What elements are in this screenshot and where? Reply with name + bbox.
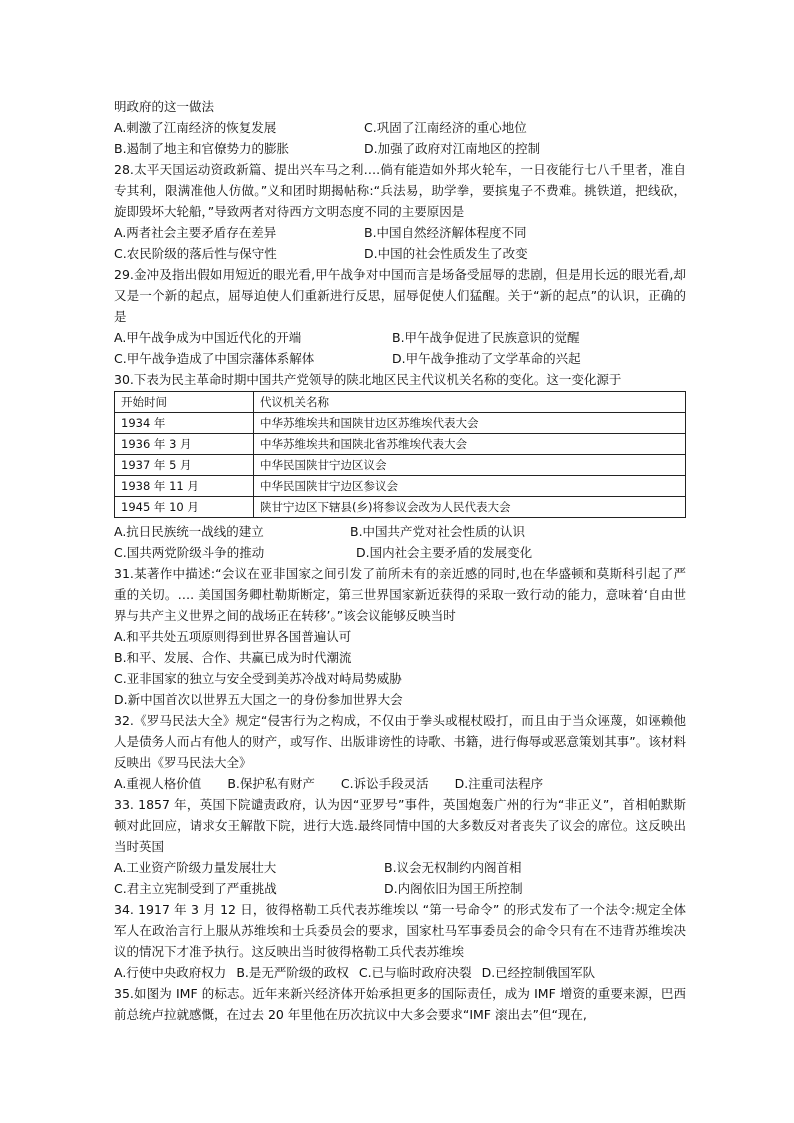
q30-option-a: A.抗日民族统一战线的建立: [114, 524, 264, 539]
table-row: [115, 497, 686, 518]
q30-stem: 30.下表为民主革命时期中国共产党领导的陕北地区民主代议机关名称的变化。这一变化源于: [114, 372, 622, 387]
q32-option-b: B.保护私有财产: [227, 776, 315, 791]
q35-stem: 35.如图为 IMF 的标志。近年来新兴经济体开始承担更多的国际责任，成为 IMF 增资的重要来源，巴西前总统卢拉就感慨，在过去 20 年里他在历次抗议中大多会要求“IMF 滚出去”但“现在,: [114, 986, 686, 1022]
q29-option-a: A.甲午战争成为中国近代化的开端: [114, 330, 302, 345]
q27-options-row-1: [114, 117, 686, 138]
q28-stem: 28.太平天国运动资政新篇、提出兴车马之利….倘有能造如外邦火轮车，一日夜能行七八千里者，准自专其利，限满准他人仿做。”义和团时期揭帖称:“兵法易，助学拳，要摈鬼子不费难。挑铁道，把线砍，旋即毁坏大轮船，”导致两者对待西方文明态度不同的主要原因是: [114, 162, 686, 219]
q28-option-c: C.农民阶级的落后性与保守性: [114, 246, 277, 261]
q30-option-c: C.国共两党阶级斗争的推动: [114, 545, 265, 560]
table-cell: 中华苏维埃共和国陕北省苏维埃代表大会: [254, 434, 686, 455]
q31-stem: 31.某著作中描述:“会议在亚非国家之间引发了前所未有的亲近感的同时,也在华盛顿和莫斯科引起了严重的关切。…. 美国国务卿杜勒斯断定，第三世界国家新近获得的采取一致行动的能力，意味着‘自由世界与共产主义世界之间的战场正在转移’。”该会议能够反映当时: [114, 566, 686, 623]
q27-stem-tail: 明政府的这一做法: [114, 99, 215, 114]
q33-option-a: A.工业资产阶级力量发展壮大: [114, 860, 277, 875]
q31-option-a: A.和平共处五项原则得到世界各国普遍认可: [114, 629, 352, 644]
table-row: [115, 455, 686, 476]
q34-options: [114, 962, 686, 983]
table-row: [115, 476, 686, 497]
q29-option-b: B.甲午战争促进了民族意识的觉醒: [392, 330, 580, 345]
q29-option-d: D.甲午战争推动了文学革命的兴起: [392, 351, 581, 366]
q34-option-a: A.行使中央政府权力: [114, 965, 227, 980]
q28-options-row-2: [114, 243, 686, 264]
q32-option-c: C.诉讼手段灵活: [340, 776, 429, 791]
q31-option-c: C.亚非国家的独立与安全受到美苏冷战对峙局势威胁: [114, 671, 402, 686]
q33-options-row-2: [114, 878, 686, 899]
table-cell: 1937 年 5 月: [115, 455, 254, 476]
q27-option-c: C.巩固了江南经济的重心地位: [364, 120, 527, 135]
table-cell: 1938 年 11 月: [115, 476, 254, 497]
table-cell: 1936 年 3 月: [115, 434, 254, 455]
q31-option-d: D.新中国首次以世界五大国之一的身份参加世界大会: [114, 692, 403, 707]
q30-options-row-1: [114, 521, 686, 542]
q30-table: [114, 391, 686, 518]
q34-option-d: D.已经控制俄国军队: [481, 965, 596, 980]
q29-stem: 29.金冲及指出假如用短近的眼光看,甲午战争对中国而言是场备受屈辱的悲剧，但是用长远的眼光看,却又是一个新的起点，屈辱迫使人们重新进行反思，屈辱促使人们猛醒。关于“新的起点”的认识，正确的是: [114, 267, 686, 324]
q32-options: [114, 773, 686, 794]
q27-option-d: D.加强了政府对江南地区的控制: [364, 141, 541, 156]
table-row: [115, 434, 686, 455]
table-cell: 中华民国陕甘宁边区议会: [254, 455, 686, 476]
q28-option-a: A.两者社会主要矛盾存在差异: [114, 225, 277, 240]
q34-stem: 34. 1917 年 3 月 12 日，彼得格勒工兵代表苏维埃以 “第一号命令” 的形式发布了一个法令:规定全体军人在政治言行上服从苏维埃和士兵委员会的要求，国家杜马军事委员会的命令只有在不违背苏维埃决议的情况下才准予执行。这反映出当时彼得格勒工兵代表苏维埃: [114, 902, 686, 959]
q29-options-row-1: [114, 327, 686, 348]
q33-option-d: D.内阁依旧为国王所控制: [384, 881, 523, 896]
q34-option-b: B.是无严阶级的政权: [236, 965, 349, 980]
table-cell: 1945 年 10 月: [115, 497, 254, 518]
table-cell: 陕甘宁边区下辖县(乡)将参议会改为人民代表大会: [254, 497, 686, 518]
q33-stem: 33. 1857 年，英国下院谴责政府，认为因“亚罗号”事件，英国炮轰广州的行为“非正义”，首相帕默斯顿对此回应，请求女王解散下院，进行大选.最终同情中国的大多数反对者丧失了议会的席位。这反映出当时英国: [114, 797, 686, 854]
table-header-row: [115, 392, 686, 413]
q27-option-a: A.刺激了江南经济的恢复发展: [114, 120, 277, 135]
q30-options-row-2: [114, 542, 686, 563]
q28-option-d: D.中国的社会性质发生了改变: [364, 246, 528, 261]
q29-option-c: C.甲午战争造成了中国宗藩体系解体: [114, 351, 315, 366]
q27-options-row-2: [114, 138, 686, 159]
q32-option-d: D.注重司法程序: [454, 776, 544, 791]
q28-options-row-1: [114, 222, 686, 243]
q29-options-row-2: [114, 348, 686, 369]
q30-option-b: B.中国共产党对社会性质的认识: [350, 524, 526, 539]
q32-option-a: A.重视人格价值: [114, 776, 202, 791]
table-header-cell: 代议机关名称: [254, 392, 686, 413]
table-cell: 中华苏维埃共和国陕甘边区苏维埃代表大会: [254, 413, 686, 434]
q28-option-b: B.中国自然经济解体程度不同: [364, 225, 527, 240]
q33-option-b: B.议会无权制约内阁首相: [384, 860, 522, 875]
q31-option-b: B.和平、发展、合作、共赢已成为时代潮流: [114, 650, 352, 665]
table-row: [115, 413, 686, 434]
q34-option-c: C.已与临时政府决裂: [358, 965, 472, 980]
q32-stem: 32.《罗马民法大全》规定“侵害行为之构成，不仅由于拳头或棍杖殴打，而且由于当众诬蔑，如诬赖他人是债务人而占有他人的财产，或写作、出版诽谤性的诗歌、书籍，进行侮辱或恶意策划其事”。该材料反映出《罗马民法大全》: [114, 713, 686, 770]
table-cell: 1934 年: [115, 413, 254, 434]
exam-content: [114, 96, 686, 1025]
q33-option-c: C.君主立宪制受到了严重挑战: [114, 881, 277, 896]
table-cell: 中华民国陕甘宁边区参议会: [254, 476, 686, 497]
q27-option-b: B.遏制了地主和官僚势力的膨胀: [114, 141, 290, 156]
table-header-cell: 开始时间: [115, 392, 254, 413]
q33-options-row-1: [114, 857, 686, 878]
q30-option-d: D.国内社会主要矛盾的发展变化: [356, 545, 533, 560]
